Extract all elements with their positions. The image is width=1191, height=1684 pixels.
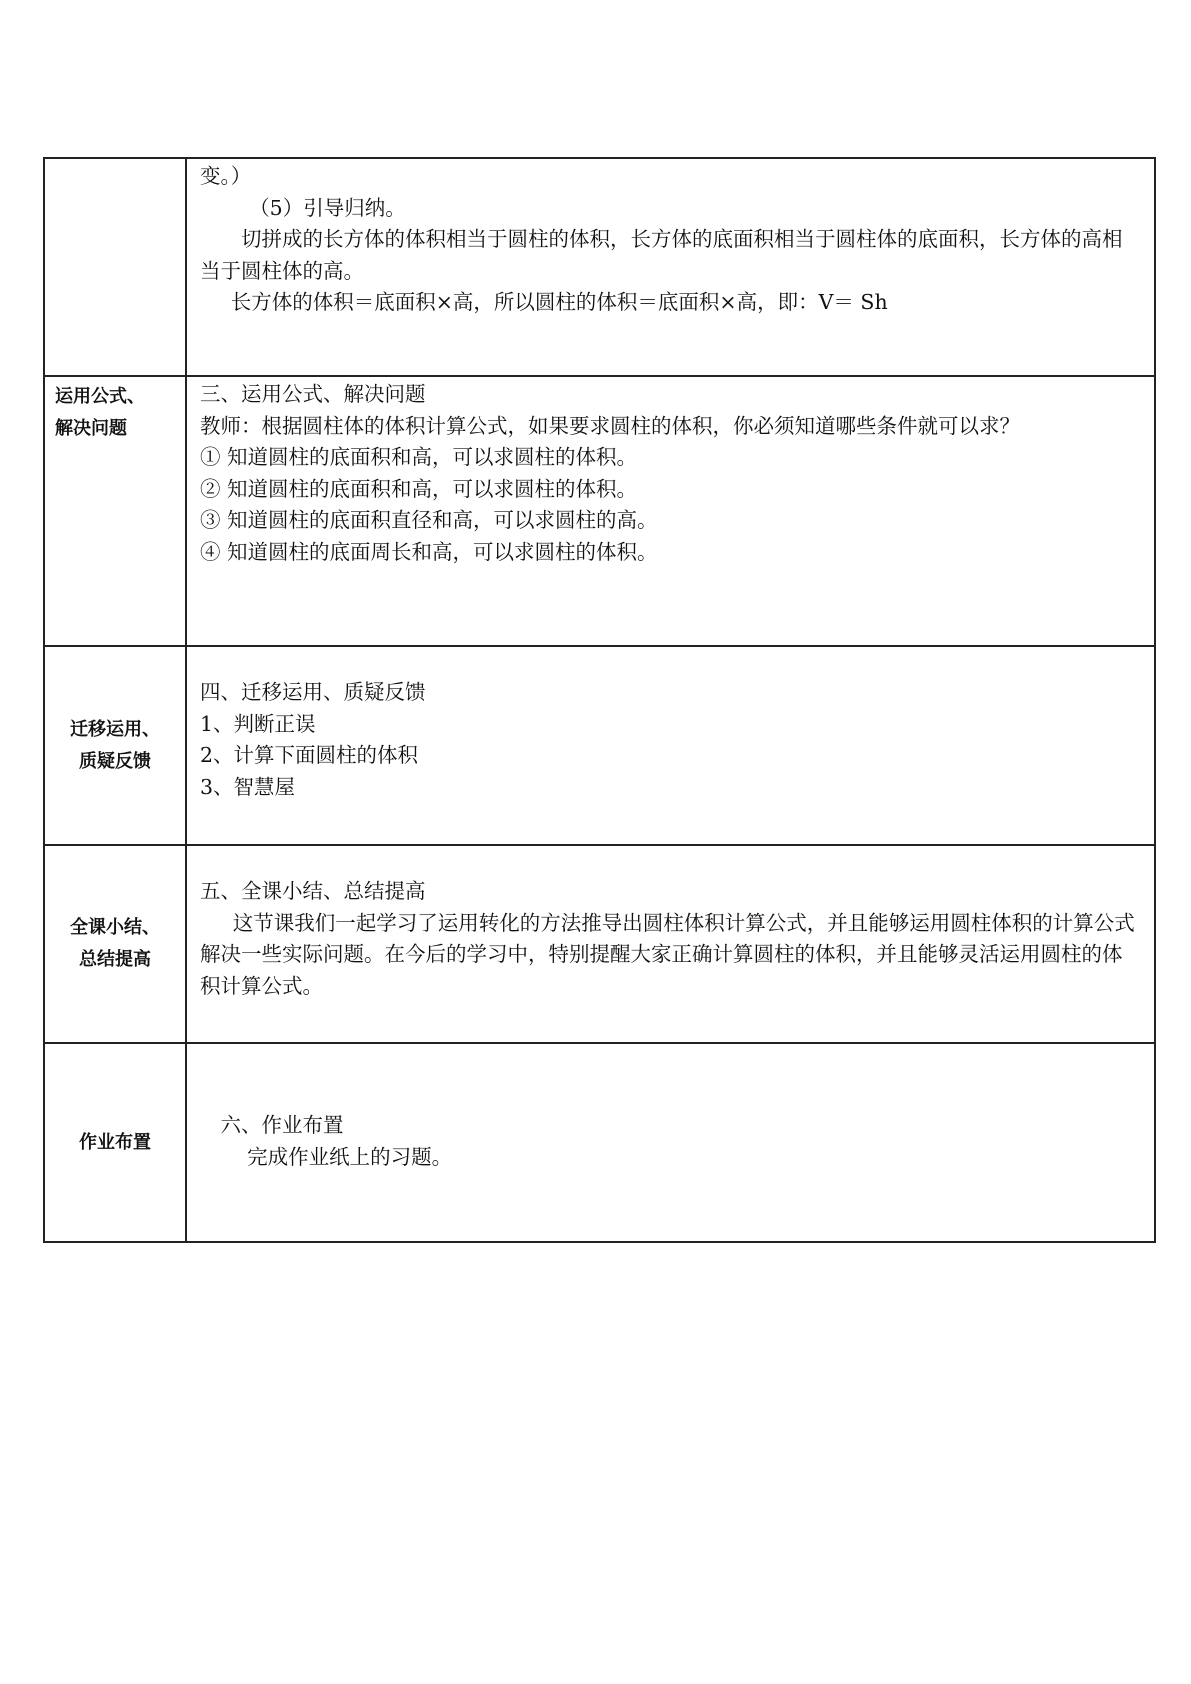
content-line: 六、作业布置 — [220, 1113, 344, 1137]
content-block — [187, 1044, 1154, 1173]
content-line: 教师：根据圆柱体的体积计算公式，如果要求圆柱的体积，你必须知道哪些条件就可以求？ — [200, 413, 1020, 438]
row-label-line: 运用公式、 — [55, 386, 145, 407]
table-row — [44, 158, 1155, 376]
content-line: 五、全课小结、总结提高 — [200, 879, 426, 903]
table-row — [44, 376, 1155, 646]
row-label-cell — [44, 376, 186, 646]
row-label-cell — [44, 646, 186, 845]
content-line: 这节课我们一起学习了运用转化的方法推导出圆柱体积计算公式，并且能够运用圆柱体积的计算公式解决一些实际问题。在今后的学习中，特别提醒大家正确计算圆柱的体积，并且能够灵活运用圆柱的体积计算公式。 — [200, 910, 1135, 998]
content-line: 完成作业纸上的习题。 — [247, 1144, 453, 1169]
content-line: ② 知道圆柱的底面积和高，可以求圆柱的体积。 — [200, 476, 638, 501]
content-line: （5）引导归纳。 — [249, 195, 406, 220]
content-block — [187, 846, 1154, 1002]
content-line: 2、计算下面圆柱的体积 — [200, 743, 419, 767]
content-line: 切拼成的长方体的体积相当于圆柱的体积，长方体的底面积相当于圆柱体的底面积，长方体的高相当于圆柱体的高。 — [200, 227, 1123, 283]
content-line: 变。） — [200, 164, 252, 188]
row-label-cell — [44, 845, 186, 1043]
content-block — [187, 377, 1154, 568]
row-label-cell — [44, 158, 186, 376]
content-line: ③ 知道圆柱的底面积直径和高，可以求圆柱的高。 — [200, 508, 658, 532]
table-row — [44, 845, 1155, 1043]
table-row — [44, 1043, 1155, 1242]
row-label-line: 解决问题 — [55, 418, 127, 439]
content-line: 三、运用公式、解决问题 — [200, 382, 426, 406]
content-block — [187, 647, 1154, 803]
content-block — [187, 159, 1154, 319]
row-content-cell — [186, 646, 1155, 845]
content-line: 3、智慧屋 — [200, 774, 296, 799]
row-label-line: 质疑反馈 — [79, 750, 151, 772]
content-line: 四、迁移运用、质疑反馈 — [200, 680, 426, 704]
row-content-cell — [186, 158, 1155, 376]
lesson-plan-table — [43, 157, 1156, 1243]
row-content-cell — [186, 845, 1155, 1043]
row-content-cell — [186, 1043, 1155, 1242]
row-label-line: 总结提高 — [79, 949, 151, 970]
content-line: ④ 知道圆柱的底面周长和高，可以求圆柱的体积。 — [200, 539, 658, 564]
content-line: 长方体的体积＝底面积×高，所以圆柱的体积＝底面积×高，即：V＝ Sh — [230, 290, 888, 314]
row-label-line: 迁移运用、 — [70, 718, 160, 740]
content-line: 1、判断正误 — [200, 711, 316, 736]
row-label-cell — [44, 1043, 186, 1242]
content-line: ① 知道圆柱的底面积和高，可以求圆柱的体积。 — [200, 445, 638, 469]
row-label-line: 全课小结、 — [70, 917, 160, 938]
row-label-line: 作业布置 — [79, 1131, 151, 1153]
table-row — [44, 646, 1155, 845]
row-content-cell — [186, 376, 1155, 646]
